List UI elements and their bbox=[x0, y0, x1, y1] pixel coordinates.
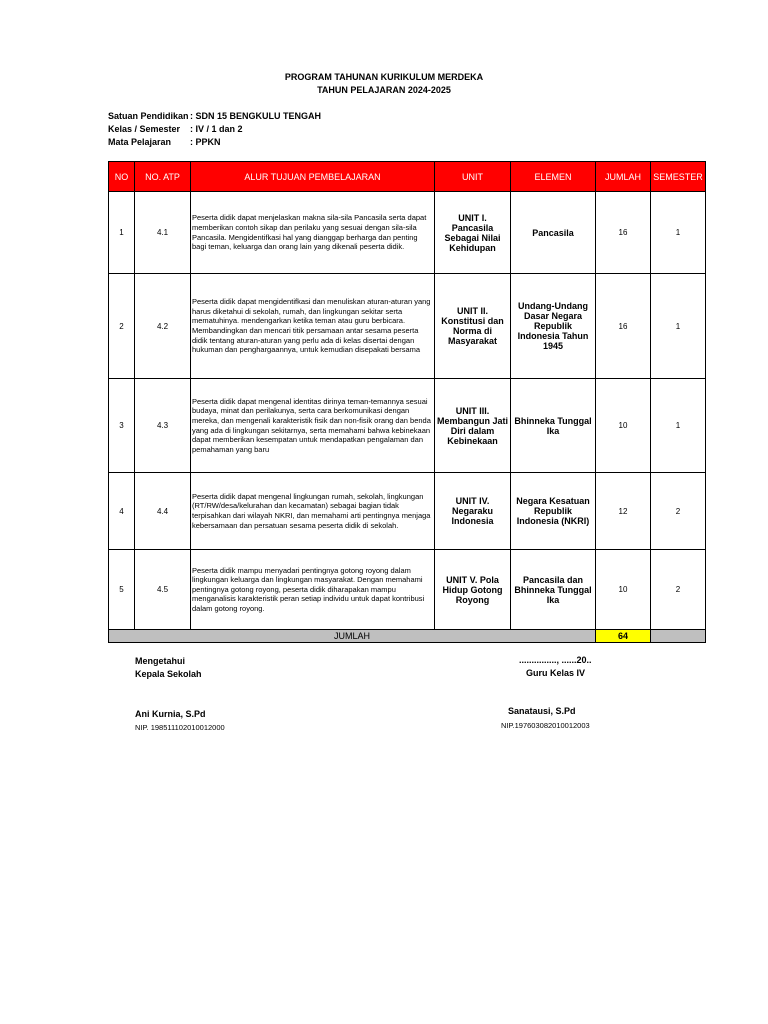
cell-elemen: Pancasila bbox=[511, 192, 596, 274]
meta-row-subject bbox=[108, 137, 221, 147]
meta-value: : PPKN bbox=[190, 137, 221, 147]
cell-elemen: Negara Kesatuan Republik Indonesia (NKRI) bbox=[511, 473, 596, 550]
cell-semester: 1 bbox=[651, 274, 706, 379]
col-header-no: NO bbox=[109, 162, 135, 192]
cell-atp: 4.3 bbox=[135, 379, 191, 473]
cell-jumlah: 12 bbox=[596, 473, 651, 550]
cell-no: 4 bbox=[109, 473, 135, 550]
footer-blank-cell bbox=[651, 630, 706, 643]
cell-tujuan: Peserta didik mampu menyadari pentingnya gotong royong dalam lingkungan keluarga dan lingkungan masyarakat. Dengan memahami pentingnya gotong royong, peserta didik diharapakan mampu menganalisis karakteristik peran setiap individu untuk dapat kontribusi dalam gotong royong. bbox=[191, 550, 435, 630]
cell-atp: 4.4 bbox=[135, 473, 191, 550]
col-header-jumlah: JUMLAH bbox=[596, 162, 651, 192]
sig-right-line1: ..............., ......20.. bbox=[519, 655, 592, 665]
sig-left-name: Ani Kurnia, S.Pd bbox=[135, 709, 206, 719]
col-header-unit: UNIT bbox=[435, 162, 511, 192]
table-row bbox=[109, 274, 706, 379]
table-row bbox=[109, 550, 706, 630]
cell-unit: UNIT III. Membangun Jati Diri dalam Kebinekaan bbox=[435, 379, 511, 473]
cell-semester: 2 bbox=[651, 550, 706, 630]
sig-right-line2: Guru Kelas IV bbox=[526, 668, 586, 678]
cell-no: 5 bbox=[109, 550, 135, 630]
cell-tujuan: Peserta didik dapat mengenal lingkungan rumah, sekolah, lingkungan (RT/RW/desa/kelurahan dan kecamatan) sebagai bagian tidak terpisahkan dari wilayah NKRI, dan memahami arti pentingnya menjaga kebersamaan dan persatuan sesama peserta didik di sekolah. bbox=[191, 473, 435, 550]
table-footer-row bbox=[109, 630, 706, 643]
cell-elemen: Pancasila dan Bhinneka Tunggal Ika bbox=[511, 550, 596, 630]
cell-tujuan: Peserta didik dapat mengidentifkasi dan menuliskan aturan-aturan yang harus diketahui di sekolah, rumah, dan lingkungan sekitar serta mematuhinya. mendengarkan ketika teman atau guru berbicara. Membandingkan dan mencari titik persamaan antar sesama peserta didik tentang aturan-aturan yang perlu ada di kelas disertai dengan hukuman dan penghargaannya, untuk kemudian disepakati bersama bbox=[191, 274, 435, 379]
cell-tujuan: Peserta didik dapat menjelaskan makna sila-sila Pancasila serta dapat memberikan contoh sikap dan perilaku yang sesuai dengan sila-sila Pancasila. Mengidentifkasi hal yang dianggap berharga dan penting bagi teman, keluarga dan orang lain yang dikenali peserta didik. bbox=[191, 192, 435, 274]
cell-unit: UNIT IV. Negaraku Indonesia bbox=[435, 473, 511, 550]
cell-jumlah: 10 bbox=[596, 379, 651, 473]
footer-label: JUMLAH bbox=[109, 630, 596, 643]
cell-jumlah: 16 bbox=[596, 274, 651, 379]
cell-unit: UNIT V. Pola Hidup Gotong Royong bbox=[435, 550, 511, 630]
sig-left-line1: Mengetahui bbox=[135, 656, 186, 666]
cell-semester: 1 bbox=[651, 192, 706, 274]
meta-value: : IV / 1 dan 2 bbox=[190, 124, 243, 134]
col-header-elemen: ELEMEN bbox=[511, 162, 596, 192]
cell-semester: 1 bbox=[651, 379, 706, 473]
cell-tujuan: Peserta didik dapat mengenal identitas dirinya teman-temannya sesuai budaya, minat dan perilakunya, serta cara berkomunikasi dengan mereka, dan mengenali karakteristik fisik dan non-fisik orang dan benda yang ada di lingkungan sekitarnya, serta memahami bahwa kebinekaan dapat memberikan kesempatan untuk mendapatkan pengalaman dan pemahaman yang baru bbox=[191, 379, 435, 473]
cell-unit: UNIT II. Konstitusi dan Norma di Masyarakat bbox=[435, 274, 511, 379]
cell-atp: 4.2 bbox=[135, 274, 191, 379]
meta-label: Satuan Pendidikan bbox=[108, 111, 189, 121]
table-row bbox=[109, 192, 706, 274]
cell-jumlah: 10 bbox=[596, 550, 651, 630]
col-header-atp: NO. ATP bbox=[135, 162, 191, 192]
meta-row-class bbox=[108, 124, 243, 134]
meta-label: Mata Pelajaran bbox=[108, 137, 172, 147]
cell-jumlah: 16 bbox=[596, 192, 651, 274]
cell-unit: UNIT I. Pancasila Sebagai Nilai Kehidupan bbox=[435, 192, 511, 274]
table-header-row bbox=[109, 162, 706, 192]
footer-total: 64 bbox=[596, 630, 651, 643]
atp-table bbox=[108, 161, 706, 643]
cell-atp: 4.5 bbox=[135, 550, 191, 630]
meta-label: Kelas / Semester bbox=[108, 124, 181, 134]
cell-no: 1 bbox=[109, 192, 135, 274]
col-header-tujuan: ALUR TUJUAN PEMBELAJARAN bbox=[191, 162, 435, 192]
document-subtitle: TAHUN PELAJARAN 2024-2025 bbox=[317, 85, 451, 95]
table-row bbox=[109, 379, 706, 473]
sig-left-nip: NIP. 198511102010012000 bbox=[135, 723, 225, 732]
sig-right-name: Sanatausi, S.Pd bbox=[508, 706, 576, 716]
table-row bbox=[109, 473, 706, 550]
cell-no: 2 bbox=[109, 274, 135, 379]
sig-right-nip: NIP.197603082010012003 bbox=[501, 721, 590, 730]
cell-no: 3 bbox=[109, 379, 135, 473]
cell-semester: 2 bbox=[651, 473, 706, 550]
meta-value: : SDN 15 BENGKULU TENGAH bbox=[190, 111, 322, 121]
sig-left-line2: Kepala Sekolah bbox=[135, 669, 202, 679]
cell-atp: 4.1 bbox=[135, 192, 191, 274]
col-header-semester: SEMESTER bbox=[651, 162, 706, 192]
document-title: PROGRAM TAHUNAN KURIKULUM MERDEKA bbox=[284, 72, 484, 82]
cell-elemen: Undang-Undang Dasar Negara Republik Indonesia Tahun 1945 bbox=[511, 274, 596, 379]
cell-elemen: Bhinneka Tunggal Ika bbox=[511, 379, 596, 473]
meta-row-school bbox=[108, 111, 321, 121]
